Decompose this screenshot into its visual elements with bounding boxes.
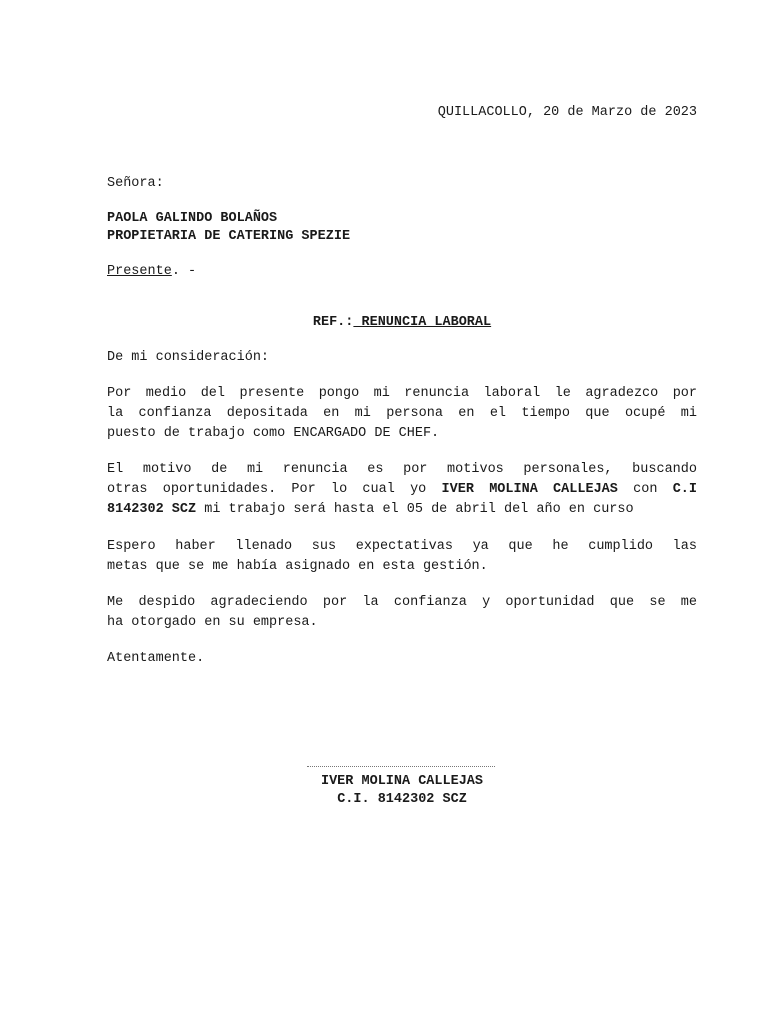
salutation: Señora: [107,176,164,191]
ref-value: RENUNCIA LABORAL [353,315,492,330]
paragraph-2-line-2 [107,480,697,500]
paragraph-2-line-3 [107,500,697,520]
p2-ci-number: 8142302 SCZ [107,502,197,517]
presente-word: Presente [107,264,172,279]
presente-line [107,262,697,282]
presente-suffix: . - [171,264,197,279]
paragraph-2-line-1: El motivo de mi renuncia es por motivos personales, buscando [107,462,697,477]
ref-label: REF.: [312,315,354,330]
place-date: QUILLACOLLO, 20 de Marzo de 2023 [437,105,697,120]
paragraph-3-line-2: metas que se me había asignado en esta gestión. [107,559,488,574]
recipient-title: PROPIETARIA DE CATERING SPEZIE [107,229,351,244]
reference-line [107,313,697,333]
paragraph-1-line-2: la confianza depositada en mi persona en el tiempo que ocupé mi [107,406,697,421]
signature-id: C.I. 8142302 SCZ [337,792,467,807]
signature-line [307,766,495,767]
p2-text-a: otras oportunidades. Por lo cual yo [107,482,442,497]
p2-text-c: mi trabajo será hasta el 05 de abril del año en curso [196,502,634,517]
paragraph-4-line-2: ha otorgado en su empresa. [107,615,318,630]
greeting: De mi consideración: [107,350,270,365]
closing: Atentamente. [107,651,205,666]
paragraph-1-line-1: Por medio del presente pongo mi renuncia laboral le agradezco por [107,386,697,401]
p2-employee-name: IVER MOLINA CALLEJAS [441,482,618,497]
recipient-name: PAOLA GALINDO BOLAÑOS [107,211,278,226]
p2-text-b: con [617,482,673,497]
signature-name: IVER MOLINA CALLEJAS [320,774,484,789]
paragraph-4-line-1: Me despido agradeciendo por la confianza y oportunidad que se me [107,595,697,610]
paragraph-1-line-3: puesto de trabajo como ENCARGADO DE CHEF. [107,426,440,441]
paragraph-3-line-1: Espero haber llenado sus expectativas ya que he cumplido las [107,539,697,554]
p2-ci-label: C.I [672,482,697,497]
